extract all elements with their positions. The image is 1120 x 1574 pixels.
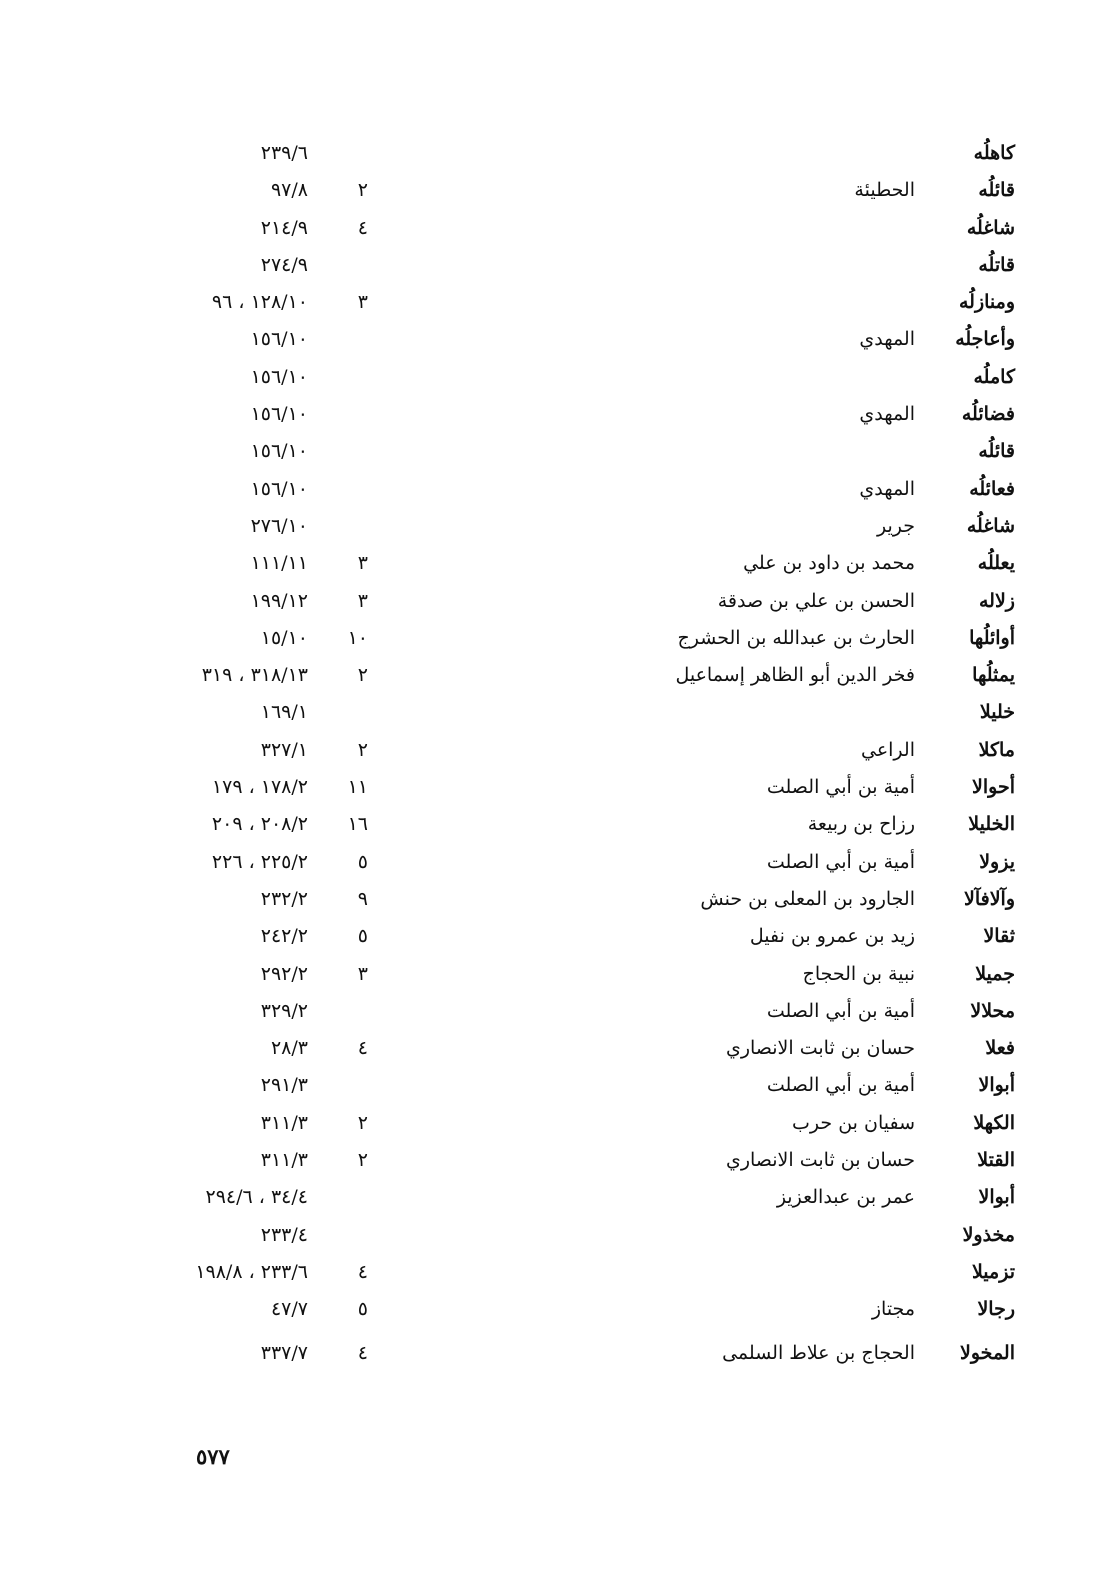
rhyme-word: يعللُه xyxy=(977,552,1015,575)
index-row xyxy=(0,321,1120,358)
volume-page-reference: ٣٤/٤ ، ٢٩٤/٦ xyxy=(205,1186,308,1209)
rhyme-word: قائلُه xyxy=(978,440,1015,463)
verse-count: ١٦ xyxy=(347,813,368,836)
rhyme-word: كاهلُه xyxy=(973,142,1015,164)
volume-page-reference: ٢٠٨/٢ ، ٢٠٩ xyxy=(211,813,308,836)
rhyme-word: جميلا xyxy=(975,962,1015,985)
verse-count: ٤ xyxy=(357,1342,368,1365)
poet-name: أمية بن أبي الصلت xyxy=(766,850,915,873)
volume-page-reference: ٣٢٧/١ xyxy=(260,738,308,761)
poet-name: المهدي xyxy=(859,328,915,351)
index-row xyxy=(0,545,1120,582)
volume-page-reference: ١٥٦/١٠ xyxy=(250,365,308,388)
rhyme-word: زلاله xyxy=(979,589,1015,612)
poet-name: نبية بن الحجاج xyxy=(802,962,915,985)
verse-count: ٣ xyxy=(357,552,368,575)
rhyme-word: الكهلا xyxy=(973,1111,1015,1134)
verse-count: ٣ xyxy=(357,291,368,314)
index-row xyxy=(0,1105,1120,1142)
verse-count: ٥ xyxy=(357,850,368,873)
volume-page-reference: ٢٧٦/١٠ xyxy=(250,514,308,537)
index-row xyxy=(0,918,1120,955)
index-row xyxy=(0,1067,1120,1104)
rhyme-word: رجالا xyxy=(977,1298,1015,1321)
poet-name: رزاح بن ربيعة xyxy=(807,813,915,836)
poet-name: زيد بن عمرو بن نفيل xyxy=(749,925,915,948)
verse-count: ٢ xyxy=(357,1149,368,1172)
poet-name: حسان بن ثابت الانصاري xyxy=(725,1037,915,1060)
verse-count: ٤ xyxy=(357,1260,368,1283)
verse-count: ٥ xyxy=(357,1298,368,1321)
index-row xyxy=(0,172,1120,209)
index-row xyxy=(0,1335,1120,1372)
volume-page-reference: ٢٣٣/٦ ، ١٩٨/٨ xyxy=(195,1260,308,1283)
poet-name: الراعي xyxy=(860,738,915,761)
index-row xyxy=(0,956,1120,993)
poet-name: الجارود بن المعلى بن حنش xyxy=(700,887,915,910)
volume-page-reference: ٢٣٣/٤ xyxy=(260,1223,308,1246)
index-row xyxy=(0,284,1120,321)
index-row xyxy=(0,620,1120,657)
verse-count: ٣ xyxy=(357,962,368,985)
index-row xyxy=(0,471,1120,508)
index-row xyxy=(0,247,1120,284)
poet-name: جرير xyxy=(877,514,915,537)
rhyme-word: أبوالا xyxy=(978,1186,1015,1209)
rhyme-word: تزميلا xyxy=(971,1260,1015,1283)
poet-name: أمية بن أبي الصلت xyxy=(766,1074,915,1097)
verse-count: ٢ xyxy=(357,1111,368,1134)
rhyme-word: وأعاجلُه xyxy=(955,328,1015,351)
volume-page-reference: ١٦٩/١ xyxy=(260,701,308,724)
verse-count: ٩ xyxy=(357,887,368,910)
volume-page-reference: ٣٢٩/٢ xyxy=(260,999,308,1022)
rhyme-word: يزولا xyxy=(979,850,1015,873)
rhyme-word: ثقالا xyxy=(983,925,1015,948)
poet-name: الحسن بن علي بن صدقة xyxy=(717,589,915,612)
rhyme-word: الخليلا xyxy=(968,813,1015,836)
rhyme-word: خليلا xyxy=(979,701,1015,724)
index-row xyxy=(0,806,1120,843)
verse-count: ٢ xyxy=(357,179,368,202)
index-row xyxy=(0,1254,1120,1291)
rhyme-word: ومنازلُه xyxy=(958,291,1015,314)
poet-name: المهدي xyxy=(859,403,915,426)
poet-name: المهدي xyxy=(859,477,915,500)
verse-count: ٤ xyxy=(357,1037,368,1060)
index-row xyxy=(0,881,1120,918)
poet-name: أمية بن أبي الصلت xyxy=(766,776,915,799)
index-row xyxy=(0,1179,1120,1216)
volume-page-reference: ٢٤٢/٢ xyxy=(260,925,308,948)
verse-count: ٢ xyxy=(357,664,368,687)
index-row xyxy=(0,993,1120,1030)
rhyme-word: شاغلُه xyxy=(966,514,1015,537)
index-row xyxy=(0,657,1120,694)
rhyme-word: القتلا xyxy=(977,1149,1015,1172)
rhyme-word: أبوالا xyxy=(978,1074,1015,1097)
volume-page-reference: ٢٢٥/٢ ، ٢٢٦ xyxy=(211,850,308,873)
volume-page-reference: ٣٣٧/٧ xyxy=(260,1342,308,1365)
rhyme-word: أحوالا xyxy=(972,776,1015,799)
verse-count: ١١ xyxy=(347,776,368,799)
verse-count: ١٠ xyxy=(347,626,368,649)
index-row xyxy=(0,694,1120,731)
poet-name: الحطيئة xyxy=(854,179,915,202)
volume-page-reference: ١٥٦/١٠ xyxy=(250,403,308,426)
index-row xyxy=(0,1217,1120,1254)
index-row xyxy=(0,1142,1120,1179)
page-number: ٥٧٧ xyxy=(196,1444,230,1469)
rhyme-index-table xyxy=(0,135,1120,1373)
rhyme-word: المخولا xyxy=(960,1342,1015,1365)
poet-name: محمد بن داود بن علي xyxy=(743,552,915,575)
volume-page-reference: ٢٣٩/٦ xyxy=(260,142,308,164)
volume-page-reference: ٣١١/٣ xyxy=(260,1149,308,1172)
rhyme-word: قاتلُه xyxy=(978,253,1015,276)
volume-page-reference: ١١١/١١ xyxy=(250,552,308,575)
rhyme-word: فعلا xyxy=(985,1037,1015,1060)
volume-page-reference: ٢١٤/٩ xyxy=(260,216,308,239)
rhyme-word: محلالا xyxy=(970,999,1015,1022)
index-row xyxy=(0,583,1120,620)
index-row xyxy=(0,359,1120,396)
index-row xyxy=(0,210,1120,247)
rhyme-word: مخذولا xyxy=(962,1223,1015,1246)
index-row xyxy=(0,844,1120,881)
index-row xyxy=(0,1030,1120,1067)
index-row xyxy=(0,732,1120,769)
volume-page-reference: ٢٣٢/٢ xyxy=(260,887,308,910)
poet-name: مجتاز xyxy=(871,1298,915,1321)
rhyme-word: يمثلُها xyxy=(972,664,1015,687)
volume-page-reference: ٩٧/٨ xyxy=(270,179,308,202)
volume-page-reference: ٢٧٤/٩ xyxy=(260,253,308,276)
verse-count: ٤ xyxy=(357,216,368,239)
volume-page-reference: ٤٧/٧ xyxy=(270,1298,308,1321)
volume-page-reference: ١٧٨/٢ ، ١٧٩ xyxy=(211,776,308,799)
volume-page-reference: ٣١٨/١٣ ، ٣١٩ xyxy=(201,664,308,687)
rhyme-word: أوائلُها xyxy=(969,626,1015,649)
rhyme-word: كاملُه xyxy=(973,365,1015,388)
volume-page-reference: ٢٩١/٣ xyxy=(260,1074,308,1097)
verse-count: ٥ xyxy=(357,925,368,948)
poet-name: سفيان بن حرب xyxy=(792,1111,915,1134)
verse-count: ٢ xyxy=(357,738,368,761)
volume-page-reference: ١٩٩/١٢ xyxy=(250,589,308,612)
volume-page-reference: ١٢٨/١٠ ، ٩٦ xyxy=(211,291,308,314)
poet-name: عمر بن عبدالعزيز xyxy=(776,1186,915,1209)
poet-name: حسان بن ثابت الانصاري xyxy=(725,1149,915,1172)
volume-page-reference: ٢٨/٣ xyxy=(270,1037,308,1060)
rhyme-word: وآلافآلا xyxy=(964,887,1015,910)
volume-page-reference: ٣١١/٣ xyxy=(260,1111,308,1134)
index-row xyxy=(0,135,1120,172)
rhyme-word: ماكلا xyxy=(978,738,1015,761)
rhyme-word: فعائلُه xyxy=(969,477,1015,500)
index-row xyxy=(0,396,1120,433)
index-row xyxy=(0,508,1120,545)
index-row xyxy=(0,769,1120,806)
poet-name: أمية بن أبي الصلت xyxy=(766,999,915,1022)
rhyme-word: قائلُه xyxy=(978,179,1015,202)
verse-count: ٣ xyxy=(357,589,368,612)
poet-name: الحجاج بن علاط السلمى xyxy=(722,1342,915,1365)
poet-name: الحارث بن عبدالله بن الحشرج xyxy=(677,626,915,649)
volume-page-reference: ٢٩٢/٢ xyxy=(260,962,308,985)
rhyme-word: شاغلُه xyxy=(966,216,1015,239)
index-row xyxy=(0,1291,1120,1335)
volume-page-reference: ١٥٦/١٠ xyxy=(250,328,308,351)
poet-name: فخر الدين أبو الظاهر إسماعيل xyxy=(675,664,915,687)
volume-page-reference: ١٥/١٠ xyxy=(260,626,308,649)
volume-page-reference: ١٥٦/١٠ xyxy=(250,440,308,463)
rhyme-word: فضائلُه xyxy=(961,403,1015,426)
volume-page-reference: ١٥٦/١٠ xyxy=(250,477,308,500)
index-row xyxy=(0,433,1120,470)
